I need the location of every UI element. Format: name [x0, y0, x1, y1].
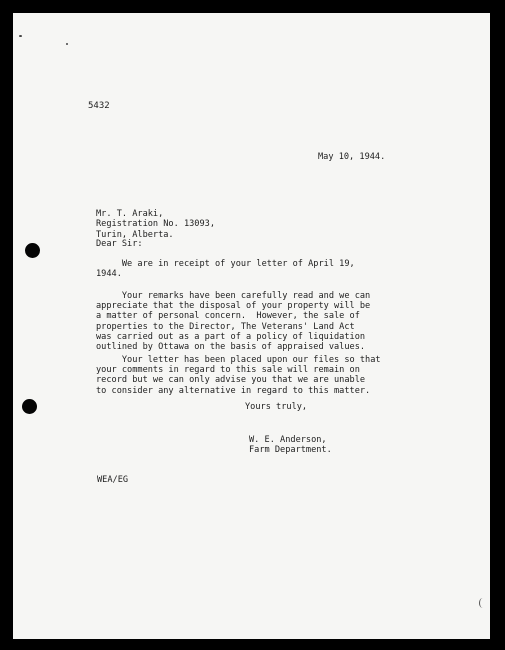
address-line: Turin, Alberta.	[96, 229, 174, 240]
text-line: your comments in regard to this sale will remain on	[96, 365, 360, 376]
paper-speck	[19, 35, 22, 37]
reference-number: 5432	[88, 101, 110, 111]
paragraph-3	[96, 355, 381, 396]
recipient-address	[96, 199, 215, 260]
salutation: Dear Sir:	[96, 239, 143, 249]
paper-speck	[66, 43, 68, 45]
signature-block	[249, 435, 332, 455]
letter-page	[13, 13, 490, 639]
text-line: 1944.	[96, 269, 122, 280]
letter-date: May 10, 1944.	[318, 152, 386, 162]
punch-hole	[25, 243, 40, 258]
signature-department: Farm Department.	[249, 445, 332, 456]
punch-hole	[22, 399, 37, 414]
paragraph-1	[96, 259, 355, 279]
text-line: properties to the Director, The Veterans' Land Act	[96, 321, 355, 332]
text-line: record but we can only advise you that we are unable	[96, 375, 366, 386]
typist-initials: WEA/EG	[97, 475, 129, 485]
signature-name: W. E. Anderson,	[249, 435, 327, 445]
text-line: appreciate that the disposal of your property will be	[96, 301, 371, 312]
text-line: Your letter has been placed upon our files so that	[96, 355, 381, 365]
text-line: We are in receipt of your letter of April 19,	[96, 259, 355, 269]
text-line: Your remarks have been carefully read and we can	[96, 291, 371, 301]
text-line: outlined by Ottawa on the basis of appraised values.	[96, 342, 366, 353]
address-line: Mr. T. Araki,	[96, 209, 164, 220]
closing: Yours truly,	[245, 402, 308, 412]
paragraph-2	[96, 291, 370, 352]
paper-edge-mark	[479, 598, 486, 608]
text-line: was carried out as a part of a policy of liquidation	[96, 331, 366, 342]
text-line: to consider any alternative in regard to this matter.	[96, 385, 371, 396]
address-line: Registration No. 13093,	[96, 219, 215, 230]
text-line: a matter of personal concern. However, the sale of	[96, 311, 360, 322]
